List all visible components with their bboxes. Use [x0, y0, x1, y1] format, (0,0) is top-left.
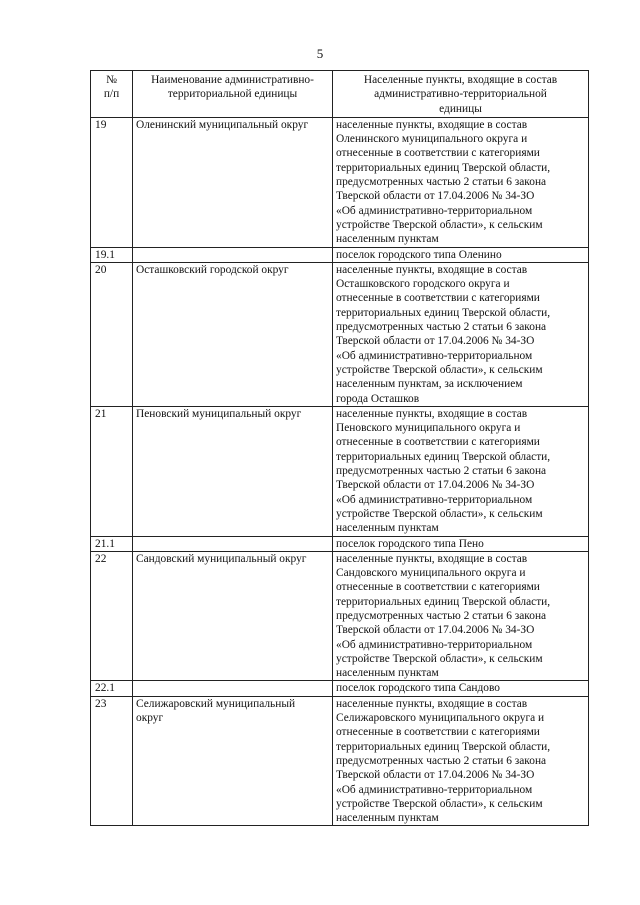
row-settlements: населенные пункты, входящие в состав Осташковского городского округа и отнесенные в соответствии с категориями территориальных единиц Тверской области, предусмотренных частью 2 статьи 6 закона Тверской области от 17.04.2006 № 34-ЗО «Об административно-территориальном устройстве Тверской области», к сельским населенным пунктам, за исключением города Осташков: [333, 262, 589, 406]
row-unit-name: Пеновский муниципальный округ: [133, 406, 333, 536]
table-row: [91, 696, 589, 826]
row-number: 22.1: [91, 681, 133, 696]
row-settlements: населенные пункты, входящие в состав Селижаровского муниципального округа и отнесенные в соответствии с категориями территориальных единиц Тверской области, предусмотренных частью 2 статьи 6 закона Тверской области от 17.04.2006 № 34-ЗО «Об административно-территориальном устройстве Тверской области», к сельским населенным пунктам: [333, 696, 589, 826]
row-unit-name: Осташковский городской округ: [133, 262, 333, 406]
row-unit-name: Оленинский муниципальный округ: [133, 117, 333, 247]
row-settlements: населенные пункты, входящие в состав Оленинского муниципального округа и отнесенные в соответствии с категориями территориальных единиц Тверской области, предусмотренных частью 2 статьи 6 закона Тверской области от 17.04.2006 № 34-ЗО «Об административно-территориальном устройстве Тверской области», к сельским населенным пунктам: [333, 117, 589, 247]
row-unit-name: Сандовский муниципальный округ: [133, 551, 333, 681]
row-unit-name: [133, 681, 333, 696]
table-row: [91, 247, 589, 262]
row-number: 21: [91, 406, 133, 536]
header-settlements: Населенные пункты, входящие в состав административно-территориальной единицы: [333, 71, 589, 118]
row-unit-name: [133, 536, 333, 551]
row-settlements: населенные пункты, входящие в состав Пеновского муниципального округа и отнесенные в соответствии с категориями территориальных единиц Тверской области, предусмотренных частью 2 статьи 6 закона Тверской области от 17.04.2006 № 34-ЗО «Об административно-территориальном устройстве Тверской области», к сельским населенным пунктам: [333, 406, 589, 536]
row-settlements: поселок городского типа Сандово: [333, 681, 589, 696]
header-number: № п/п: [91, 71, 133, 118]
table-row: [91, 536, 589, 551]
row-number: 19.1: [91, 247, 133, 262]
row-unit-name: Селижаровский муниципальный округ: [133, 696, 333, 826]
page-number: 5: [316, 46, 324, 61]
row-number: 20: [91, 262, 133, 406]
row-number: 21.1: [91, 536, 133, 551]
row-unit-name: [133, 247, 333, 262]
row-number: 19: [91, 117, 133, 247]
table-row: [91, 262, 589, 406]
header-unit-name: Наименование административно- территориальной единицы: [133, 71, 333, 118]
row-settlements: населенные пункты, входящие в состав Сандовского муниципального округа и отнесенные в соответствии с категориями территориальных единиц Тверской области, предусмотренных частью 2 статьи 6 закона Тверской области от 17.04.2006 № 34-ЗО «Об административно-территориальном устройстве Тверской области», к сельским населенным пунктам: [333, 551, 589, 681]
table-row: [91, 551, 589, 681]
row-settlements: поселок городского типа Пено: [333, 536, 589, 551]
row-settlements: поселок городского типа Оленино: [333, 247, 589, 262]
row-number: 23: [91, 696, 133, 826]
table-row: [91, 406, 589, 536]
row-number: 22: [91, 551, 133, 681]
table-row: [91, 117, 589, 247]
table-row: [91, 681, 589, 696]
table-header-row: [91, 71, 589, 118]
admin-units-table: [90, 70, 589, 826]
